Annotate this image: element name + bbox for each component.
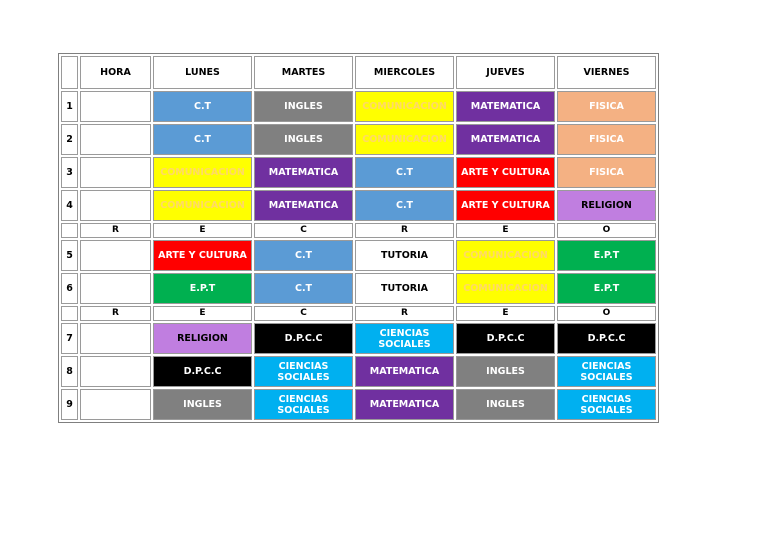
subject-cell-lunes: [153, 240, 252, 271]
subject-cell-miercoles: [355, 91, 454, 122]
subject-cell-lunes: [153, 157, 252, 188]
cell-label: E.P.T: [593, 283, 620, 294]
cell-label: RELIGION: [581, 200, 632, 211]
subject-cell-martes: [254, 124, 353, 155]
period-number: 9: [61, 389, 78, 420]
subject-cell-lunes: [153, 389, 252, 420]
cell-label: C: [300, 225, 307, 235]
period-number: 5: [61, 240, 78, 271]
cell-label: COMUNICACION: [362, 101, 447, 112]
cell-label: TUTORIA: [381, 250, 428, 261]
corner-cell: [61, 56, 78, 89]
cell-label: E.P.T: [593, 250, 620, 261]
subject-cell-viernes: [557, 124, 656, 155]
header-martes: MARTES: [254, 56, 353, 89]
period-number: [61, 306, 78, 321]
subject-cell-martes: [254, 91, 353, 122]
cell-label: C.T: [294, 250, 313, 261]
recess-letter-miercoles: [355, 223, 454, 238]
period-number: 4: [61, 190, 78, 221]
subject-cell-viernes: [557, 91, 656, 122]
cell-label: O: [602, 308, 611, 318]
subject-cell-lunes: [153, 124, 252, 155]
subject-cell-lunes: [153, 356, 252, 387]
hora-cell: R: [80, 306, 151, 321]
cell-label: FISICA: [589, 134, 624, 145]
cell-label: D.P.C.C: [587, 333, 626, 344]
cell-label: E.P.T: [189, 283, 216, 294]
subject-cell-jueves: [456, 389, 555, 420]
cell-label: D.P.C.C: [183, 366, 222, 377]
subject-cell-miercoles: [355, 356, 454, 387]
cell-label: E: [199, 225, 206, 235]
period-number: 6: [61, 273, 78, 304]
subject-cell-viernes: [557, 273, 656, 304]
cell-label: FISICA: [589, 167, 624, 178]
table-row: [61, 124, 656, 155]
cell-label: MATEMATICA: [268, 167, 339, 178]
cell-label: R: [401, 308, 408, 318]
cell-label: MATEMATICA: [470, 134, 541, 145]
subject-cell-miercoles: [355, 273, 454, 304]
subject-cell-martes: [254, 190, 353, 221]
recess-letter-lunes: [153, 223, 252, 238]
period-number: [61, 223, 78, 238]
cell-label: INGLES: [284, 134, 323, 145]
cell-label: MATEMATICA: [268, 200, 339, 211]
header-hora: HORA: [80, 56, 151, 89]
subject-cell-jueves: [456, 190, 555, 221]
subject-cell-miercoles: [355, 240, 454, 271]
period-number: 1: [61, 91, 78, 122]
hora-cell: [80, 240, 151, 271]
hora-cell: R: [80, 223, 151, 238]
subject-cell-viernes: [557, 240, 656, 271]
subject-cell-jueves: [456, 356, 555, 387]
cell-label: ARTE Y CULTURA: [461, 167, 550, 178]
subject-cell-martes: [254, 240, 353, 271]
cell-label: COMUNICACION: [463, 250, 548, 261]
hora-cell: [80, 124, 151, 155]
subject-cell-miercoles: [355, 124, 454, 155]
header-lunes: LUNES: [153, 56, 252, 89]
cell-label: CIENCIAS SOCIALES: [580, 360, 633, 383]
subject-cell-viernes: [557, 323, 656, 354]
subject-cell-martes: [254, 323, 353, 354]
recess-letter-viernes: [557, 223, 656, 238]
header-row: [61, 56, 656, 89]
cell-label: CIENCIAS SOCIALES: [378, 327, 431, 350]
cell-label: COMUNICACION: [463, 283, 548, 294]
cell-label: E: [502, 308, 509, 318]
recess-row: [61, 306, 656, 321]
subject-cell-jueves: [456, 157, 555, 188]
cell-label: MATEMATICA: [369, 366, 440, 377]
cell-label: MATEMATICA: [470, 101, 541, 112]
cell-label: ARTE Y CULTURA: [158, 250, 247, 261]
cell-label: TUTORIA: [381, 283, 428, 294]
table-row: [61, 389, 656, 420]
recess-letter-martes: [254, 223, 353, 238]
subject-cell-jueves: [456, 124, 555, 155]
hora-cell: [80, 273, 151, 304]
subject-cell-miercoles: [355, 389, 454, 420]
cell-label: INGLES: [486, 399, 525, 410]
hora-cell: [80, 190, 151, 221]
subject-cell-martes: [254, 157, 353, 188]
subject-cell-jueves: [456, 240, 555, 271]
cell-label: RELIGION: [177, 333, 228, 344]
cell-label: C.T: [395, 167, 414, 178]
cell-label: ARTE Y CULTURA: [461, 200, 550, 211]
header-miercoles: MIERCOLES: [355, 56, 454, 89]
recess-letter-jueves: [456, 306, 555, 321]
header-jueves: JUEVES: [456, 56, 555, 89]
hora-cell: [80, 157, 151, 188]
subject-cell-martes: [254, 356, 353, 387]
subject-cell-lunes: [153, 190, 252, 221]
cell-label: E: [502, 225, 509, 235]
hora-cell: [80, 356, 151, 387]
cell-label: COMUNICACION: [362, 134, 447, 145]
cell-label: D.P.C.C: [486, 333, 525, 344]
table-row: [61, 323, 656, 354]
hora-cell: [80, 323, 151, 354]
cell-label: C.T: [395, 200, 414, 211]
cell-label: CIENCIAS SOCIALES: [277, 360, 330, 383]
cell-label: O: [602, 225, 611, 235]
cell-label: COMUNICACION: [160, 200, 245, 211]
subject-cell-miercoles: [355, 323, 454, 354]
period-number: 7: [61, 323, 78, 354]
cell-label: MATEMATICA: [369, 399, 440, 410]
table-row: [61, 190, 656, 221]
schedule-body: [61, 91, 656, 420]
cell-label: E: [199, 308, 206, 318]
cell-label: FISICA: [589, 101, 624, 112]
table-row: [61, 240, 656, 271]
header-viernes: VIERNES: [557, 56, 656, 89]
table-row: [61, 157, 656, 188]
subject-cell-martes: [254, 273, 353, 304]
subject-cell-jueves: [456, 323, 555, 354]
cell-label: C.T: [193, 134, 212, 145]
subject-cell-viernes: [557, 157, 656, 188]
recess-letter-viernes: [557, 306, 656, 321]
cell-label: D.P.C.C: [284, 333, 323, 344]
recess-letter-lunes: [153, 306, 252, 321]
cell-label: INGLES: [284, 101, 323, 112]
subject-cell-martes: [254, 389, 353, 420]
subject-cell-viernes: [557, 356, 656, 387]
recess-letter-martes: [254, 306, 353, 321]
recess-row: [61, 223, 656, 238]
cell-label: INGLES: [183, 399, 222, 410]
subject-cell-miercoles: [355, 157, 454, 188]
cell-label: C: [300, 308, 307, 318]
period-number: 3: [61, 157, 78, 188]
cell-label: C.T: [294, 283, 313, 294]
class-schedule-table: [58, 53, 659, 423]
cell-label: CIENCIAS SOCIALES: [277, 393, 330, 416]
subject-cell-lunes: [153, 273, 252, 304]
period-number: 2: [61, 124, 78, 155]
subject-cell-lunes: [153, 323, 252, 354]
cell-label: INGLES: [486, 366, 525, 377]
table-row: [61, 273, 656, 304]
cell-label: C.T: [193, 101, 212, 112]
recess-letter-jueves: [456, 223, 555, 238]
subject-cell-miercoles: [355, 190, 454, 221]
subject-cell-lunes: [153, 91, 252, 122]
cell-label: R: [401, 225, 408, 235]
subject-cell-viernes: [557, 389, 656, 420]
recess-letter-miercoles: [355, 306, 454, 321]
period-number: 8: [61, 356, 78, 387]
table-row: [61, 356, 656, 387]
subject-cell-viernes: [557, 190, 656, 221]
hora-cell: [80, 91, 151, 122]
table-row: [61, 91, 656, 122]
subject-cell-jueves: [456, 273, 555, 304]
cell-label: COMUNICACION: [160, 167, 245, 178]
hora-cell: [80, 389, 151, 420]
cell-label: CIENCIAS SOCIALES: [580, 393, 633, 416]
subject-cell-jueves: [456, 91, 555, 122]
